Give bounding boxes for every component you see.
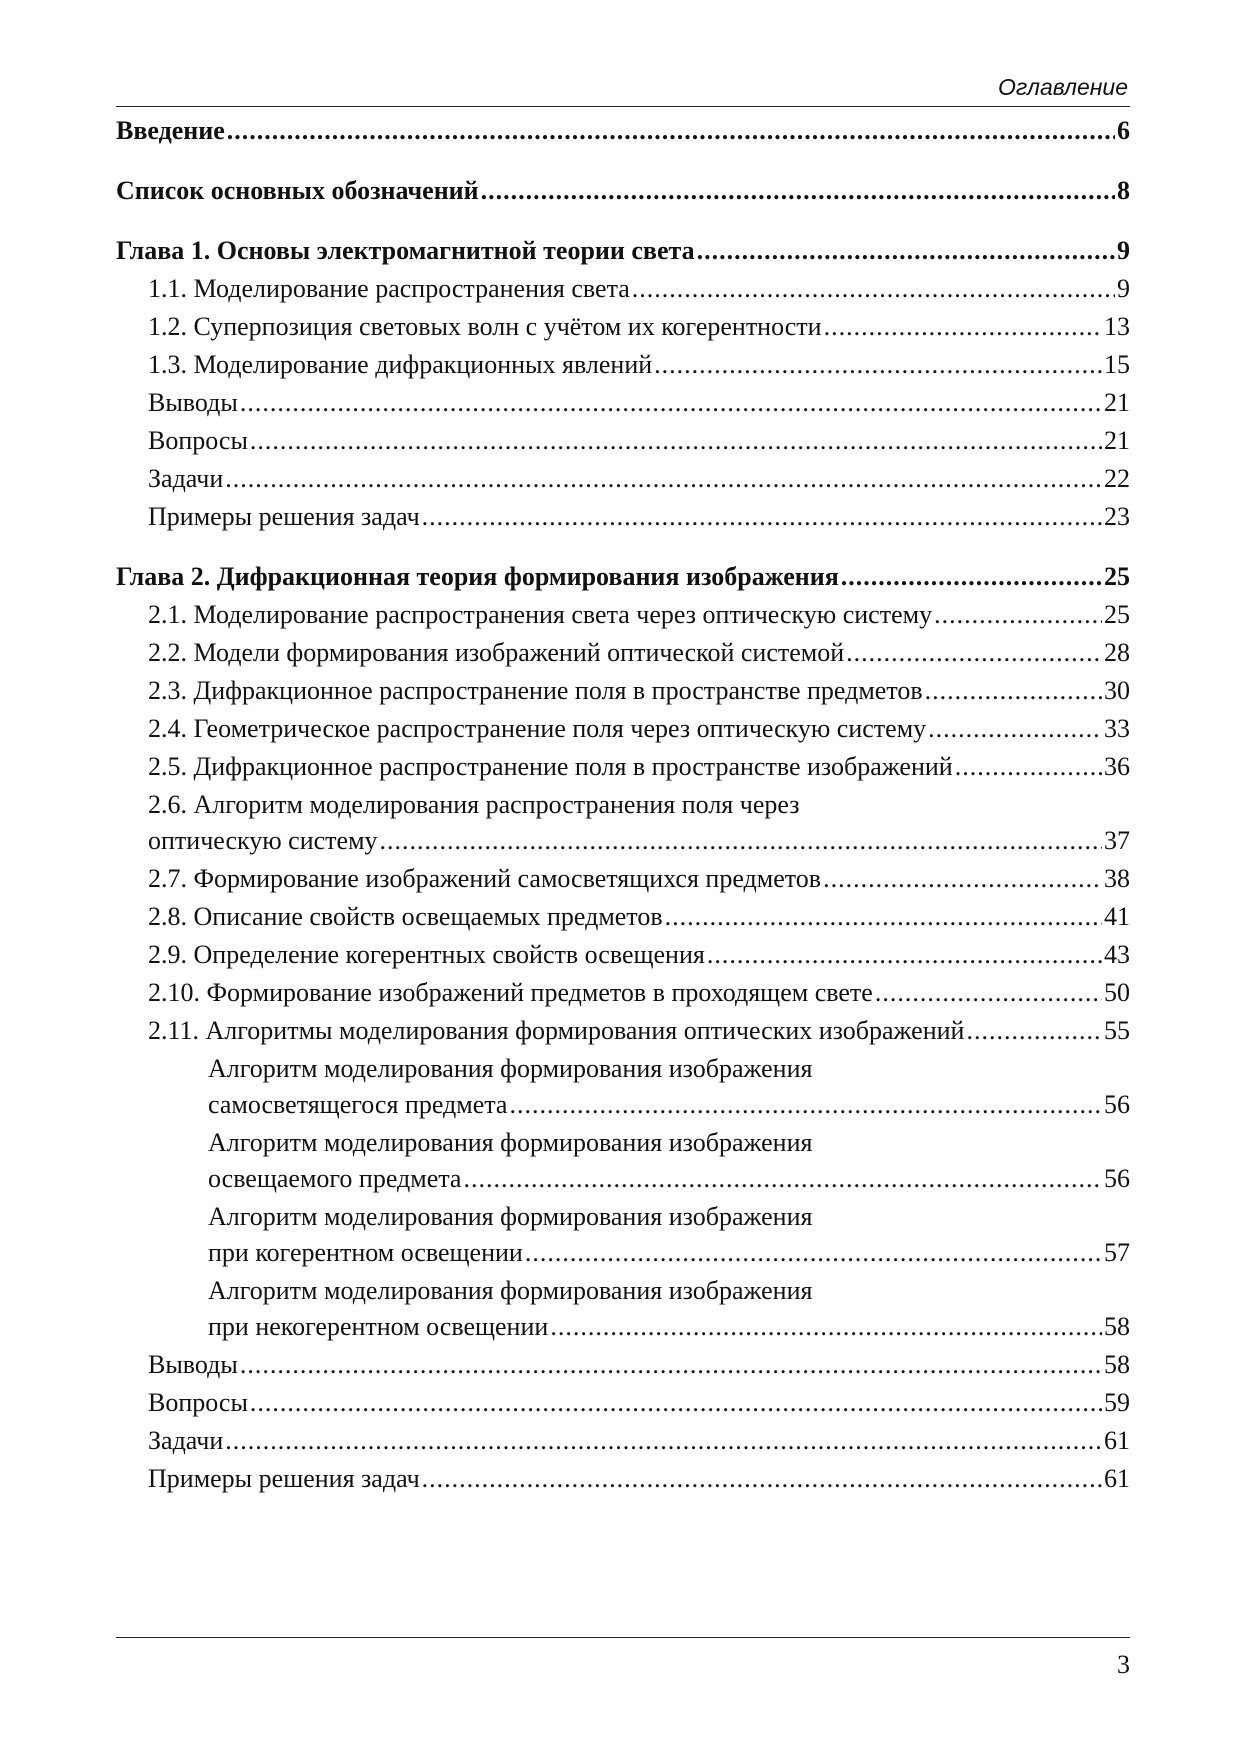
toc-entry-page: 30 xyxy=(1104,676,1130,705)
toc-entry[interactable] xyxy=(116,423,1130,459)
dot-leader xyxy=(955,749,1102,785)
toc-entry-page: 22 xyxy=(1104,464,1130,493)
toc-entry[interactable] xyxy=(116,1461,1130,1497)
dot-leader xyxy=(422,1461,1102,1497)
dot-leader xyxy=(240,385,1102,421)
dot-leader xyxy=(875,975,1102,1011)
dot-leader xyxy=(380,823,1102,859)
toc-entry-title: 2.3. Дифракционное распространение поля в пространстве предметов xyxy=(148,676,923,705)
dot-leader xyxy=(550,1309,1102,1345)
dot-leader xyxy=(928,711,1102,747)
toc-entry[interactable] xyxy=(116,385,1130,421)
toc-entry[interactable] xyxy=(116,173,1130,209)
toc-entry[interactable] xyxy=(116,1423,1130,1459)
toc-entry-page: 58 xyxy=(1104,1350,1130,1379)
toc-entry-title-line1: Алгоритм моделирования формирования изображения xyxy=(208,1276,813,1305)
dot-leader xyxy=(934,597,1102,633)
toc-entry-title: освещаемого предмета xyxy=(208,1164,462,1193)
dot-leader xyxy=(665,899,1102,935)
toc-entry-title-line1: 2.6. Алгоритм моделирования распространения поля через xyxy=(148,790,800,819)
toc-entry[interactable] xyxy=(116,937,1130,973)
toc-entry-page: 41 xyxy=(1104,902,1130,931)
toc-entry[interactable] xyxy=(116,1347,1130,1383)
toc-entry-title: 2.4. Геометрическое распространение поля через оптическую систему xyxy=(148,714,927,743)
running-header xyxy=(116,74,1130,107)
dot-leader xyxy=(227,113,1115,149)
dot-leader xyxy=(632,271,1115,307)
toc-entry-title: Выводы xyxy=(148,1350,238,1379)
dot-leader xyxy=(509,1087,1102,1123)
toc-entry-title: 1.1. Моделирование распространения света xyxy=(148,274,630,303)
toc-entry-title-line1: Алгоритм моделирования формирования изображения xyxy=(208,1202,813,1231)
toc-entry[interactable] xyxy=(116,597,1130,633)
toc-entry[interactable] xyxy=(116,975,1130,1011)
toc-entry[interactable] xyxy=(116,233,1130,269)
toc-entry-title: при когерентном освещении xyxy=(208,1238,523,1267)
toc-entry-page: 61 xyxy=(1104,1464,1130,1493)
toc-entry[interactable] xyxy=(116,899,1130,935)
dot-leader xyxy=(225,461,1102,497)
toc-entry-title: Выводы xyxy=(148,388,238,417)
toc-entry-title: Глава 1. Основы электромагнитной теории света xyxy=(116,236,695,265)
table-of-contents xyxy=(116,113,1130,1497)
toc-entry-title: самосветящегося предмета xyxy=(208,1090,508,1119)
dot-leader xyxy=(250,423,1102,459)
toc-entry-page: 38 xyxy=(1104,864,1130,893)
dot-leader xyxy=(824,309,1102,345)
toc-entry-page: 55 xyxy=(1104,1016,1130,1045)
dot-leader xyxy=(654,347,1102,383)
toc-entry[interactable] xyxy=(116,711,1130,747)
toc-entry-title: 1.2. Суперпозиция световых волн с учётом их когерентности xyxy=(148,312,822,341)
header-title: Оглавление xyxy=(998,74,1128,100)
dot-leader xyxy=(966,1013,1102,1049)
toc-entry[interactable] xyxy=(116,787,1130,859)
dot-leader xyxy=(463,1161,1102,1197)
toc-entry-title: оптическую систему xyxy=(148,826,378,855)
toc-entry-title: 2.11. Алгоритмы моделирования формирования оптических изображений xyxy=(148,1016,965,1045)
dot-leader xyxy=(240,1347,1102,1383)
toc-entry-title: Задачи xyxy=(148,464,224,493)
toc-entry-title: 2.10. Формирование изображений предметов в проходящем свете xyxy=(148,978,873,1007)
toc-entry-page: 61 xyxy=(1104,1426,1130,1455)
toc-entry-page: 9 xyxy=(1117,236,1130,265)
toc-entry[interactable] xyxy=(116,861,1130,897)
toc-entry-title: Примеры решения задач xyxy=(148,502,420,531)
toc-entry-title: Задачи xyxy=(148,1426,224,1455)
toc-entry-page: 36 xyxy=(1104,752,1130,781)
toc-entry-page: 33 xyxy=(1104,714,1130,743)
toc-entry[interactable] xyxy=(116,1385,1130,1421)
dot-leader xyxy=(481,173,1115,209)
dot-leader xyxy=(697,233,1115,269)
toc-entry-title: Введение xyxy=(116,116,225,145)
toc-entry-title: при некогерентном освещении xyxy=(208,1312,549,1341)
toc-entry-page: 25 xyxy=(1104,600,1130,629)
dot-leader xyxy=(250,1385,1102,1421)
toc-entry-page: 21 xyxy=(1104,388,1130,417)
toc-entry[interactable] xyxy=(116,1199,1130,1271)
toc-entry-title: 2.2. Модели формирования изображений оптической системой xyxy=(148,638,845,667)
toc-entry-page: 50 xyxy=(1104,978,1130,1007)
dot-leader xyxy=(925,673,1102,709)
toc-entry-page: 57 xyxy=(1104,1238,1130,1267)
toc-entry[interactable] xyxy=(116,309,1130,345)
toc-entry-title: Примеры решения задач xyxy=(148,1464,420,1493)
toc-entry-page: 23 xyxy=(1104,502,1130,531)
toc-entry-page: 25 xyxy=(1104,562,1130,591)
toc-entry[interactable] xyxy=(116,461,1130,497)
toc-entry-page: 43 xyxy=(1104,940,1130,969)
toc-entry-page: 15 xyxy=(1104,350,1130,379)
toc-entry-title: 2.1. Моделирование распространения света через оптическую систему xyxy=(148,600,933,629)
toc-entry[interactable] xyxy=(116,559,1130,595)
toc-entry[interactable] xyxy=(116,635,1130,671)
toc-entry-page: 56 xyxy=(1104,1164,1130,1193)
toc-entry-title: 2.7. Формирование изображений самосветящихся предметов xyxy=(148,864,822,893)
toc-entry-page: 9 xyxy=(1117,274,1130,303)
dot-leader xyxy=(707,937,1102,973)
toc-entry-page: 59 xyxy=(1104,1388,1130,1417)
toc-entry-page: 56 xyxy=(1104,1090,1130,1119)
toc-entry-page: 8 xyxy=(1117,176,1130,205)
toc-entry[interactable] xyxy=(116,1013,1130,1049)
toc-entry[interactable] xyxy=(116,271,1130,307)
toc-entry[interactable] xyxy=(116,1051,1130,1123)
toc-entry-title: 2.8. Описание свойств освещаемых предметов xyxy=(148,902,663,931)
toc-entry-title: Вопросы xyxy=(148,1388,248,1417)
toc-entry-page: 58 xyxy=(1104,1312,1130,1341)
toc-entry[interactable] xyxy=(116,1273,1130,1345)
dot-leader xyxy=(422,499,1102,535)
toc-entry-title: Список основных обозначений xyxy=(116,176,479,205)
toc-entry-title: 2.5. Дифракционное распространение поля в пространстве изображений xyxy=(148,752,953,781)
toc-entry-title-line1: Алгоритм моделирования формирования изображения xyxy=(208,1054,813,1083)
toc-entry-title: 2.9. Определение когерентных свойств освещения xyxy=(148,940,705,969)
dot-leader xyxy=(846,635,1102,671)
footer-rule xyxy=(116,1637,1130,1638)
dot-leader xyxy=(225,1423,1102,1459)
toc-entry[interactable] xyxy=(116,673,1130,709)
toc-entry-title: Вопросы xyxy=(148,426,248,455)
toc-entry-page: 13 xyxy=(1104,312,1130,341)
toc-entry[interactable] xyxy=(116,499,1130,535)
toc-entry-page: 21 xyxy=(1104,426,1130,455)
toc-entry-page: 37 xyxy=(1104,826,1130,855)
toc-entry[interactable] xyxy=(116,1125,1130,1197)
toc-entry-page: 28 xyxy=(1104,638,1130,667)
toc-entry[interactable] xyxy=(116,749,1130,785)
toc-entry-title: 1.3. Моделирование дифракционных явлений xyxy=(148,350,653,379)
dot-leader xyxy=(823,861,1102,897)
toc-entry[interactable] xyxy=(116,347,1130,383)
toc-entry-page: 6 xyxy=(1117,116,1130,145)
toc-entry[interactable] xyxy=(116,113,1130,149)
dot-leader xyxy=(841,559,1102,595)
dot-leader xyxy=(525,1235,1102,1271)
toc-entry-title: Глава 2. Дифракционная теория формирования изображения xyxy=(116,562,839,591)
toc-entry-title-line1: Алгоритм моделирования формирования изображения xyxy=(208,1128,813,1157)
page-number: 3 xyxy=(1117,1650,1130,1679)
